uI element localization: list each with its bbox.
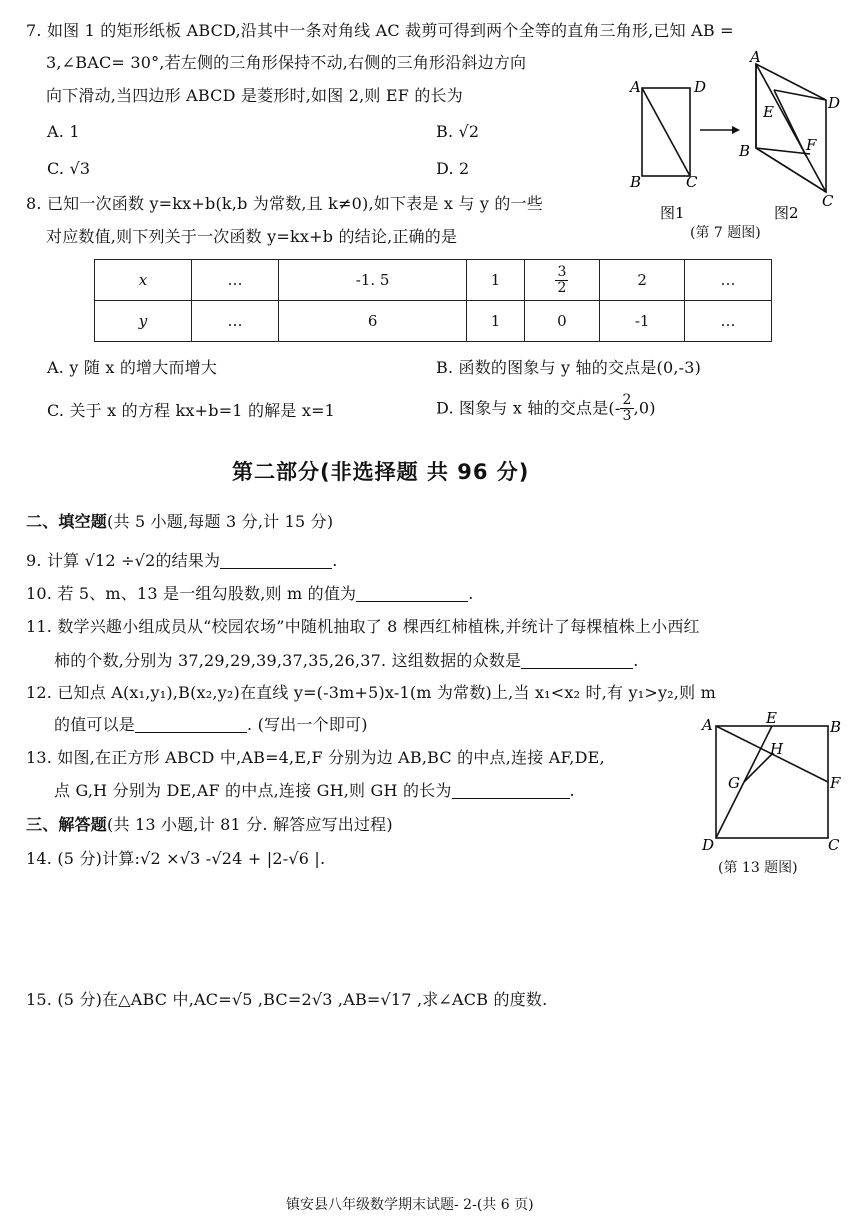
fig1-diagonal	[642, 88, 690, 176]
page-footer: 镇安县八年级数学期末试题- 2-(共 6 页)	[286, 1197, 534, 1213]
fig2-label-a: A	[750, 48, 761, 66]
q11-answer-blank[interactable]	[521, 652, 633, 669]
cell-y-label: y	[95, 301, 192, 342]
q13-answer-blank[interactable]	[452, 782, 570, 799]
fig2-label-c: C	[822, 192, 834, 210]
q14: 14. (5 分)计算:√2 ×√3 -√24 + |2-√6 |.	[26, 849, 326, 868]
table-row-y	[95, 301, 772, 342]
section2-heading: 二、填空题(共 5 小题,每题 3 分,计 15 分)	[26, 512, 334, 531]
q8-option-b[interactable]: B. 函数的图象与 y 轴的交点是(0,-3)	[436, 358, 702, 377]
q8-option-a[interactable]: A. y 随 x 的增大而增大	[47, 358, 218, 377]
q15: 15. (5 分)在△ABC 中,AC=√5 ,BC=2√3 ,AB=√17 ,求∠ACB 的度数.	[26, 990, 548, 1009]
q13-line1: 13. 如图,在正方形 ABCD 中,AB=4,E,F 分别为边 AB,BC 的中点,连接 AF,DE,	[26, 748, 605, 767]
fig2-label-f: F	[806, 136, 817, 154]
q7-figure	[620, 44, 850, 244]
q10: 10. 若 5、m、13 是一组勾股数,则 m 的值为 .	[26, 584, 474, 603]
q7-line2: 3,∠BAC= 30°,若左侧的三角形保持不动,右侧的三角形沿斜边方向	[46, 53, 527, 72]
q9: 9. 计算 √12 ÷√2的结果为 .	[26, 551, 338, 570]
fig2-ed	[774, 90, 826, 100]
cell: …	[685, 260, 772, 301]
fig1-label-c: C	[686, 173, 698, 191]
cell-x-label: x	[95, 260, 192, 301]
q8-option-d[interactable]: D. 图象与 x 轴的交点是(- $\frac{2}{3}$ ,0)	[436, 392, 656, 424]
fig13-label-c: C	[828, 836, 840, 854]
fig1-caption: 图1	[660, 204, 685, 222]
fig13-label-d: D	[702, 836, 715, 854]
q13-line2: 点 G,H 分别为 DE,AF 的中点,连接 GH,则 GH 的长为 .	[54, 781, 575, 800]
fig13-label-g: G	[728, 774, 740, 792]
fig2-ac	[756, 64, 826, 192]
q11-line1: 11. 数学兴趣小组成员从“校园农场”中随机抽取了 8 棵西红柿植株,并统计了每棵植株上小西红	[26, 617, 700, 636]
q12-line1: 12. 已知点 A(x₁,y₁),B(x₂,y₂)在直线 y=(-3m+5)x-1(m 为常数)上,当 x₁<x₂ 时,有 y₁>y₂,则 m	[26, 683, 716, 702]
cell-fraction: $\frac{3}{2}$	[524, 260, 600, 301]
cell: …	[192, 301, 279, 342]
fig1-label-d: D	[694, 78, 707, 96]
fig2-label-b: B	[739, 142, 751, 160]
fig13-label-b: B	[830, 718, 842, 736]
cell: 1	[467, 260, 524, 301]
fig2-bc	[756, 148, 826, 192]
q7-option-b[interactable]: B. √2	[436, 122, 480, 141]
cell: …	[685, 301, 772, 342]
fig13-label-f: F	[830, 774, 841, 792]
arrow-head	[732, 126, 740, 134]
cell: …	[192, 260, 279, 301]
q11-line2: 柿的个数,分别为 37,29,29,39,37,35,26,37. 这组数据的众数是 .	[54, 651, 639, 670]
q8-line2: 对应数值,则下列关于一次函数 y=kx+b 的结论,正确的是	[46, 227, 458, 246]
section3-heading: 三、解答题(共 13 小题,计 81 分. 解答应写出过程)	[26, 815, 393, 834]
fig2-caption: 图2	[774, 204, 799, 222]
q8-option-c[interactable]: C. 关于 x 的方程 kx+b=1 的解是 x=1	[47, 401, 336, 420]
table-row-x	[95, 260, 772, 301]
q8-value-table	[94, 259, 772, 342]
cell: -1. 5	[278, 260, 466, 301]
cell: 0	[524, 301, 600, 342]
fig1-label-a: A	[630, 78, 641, 96]
q9-answer-blank[interactable]	[220, 552, 332, 569]
q7-line3: 向下滑动,当四边形 ABCD 是菱形时,如图 2,则 EF 的长为	[46, 86, 463, 105]
q7-option-a[interactable]: A. 1	[47, 122, 80, 141]
q7-option-d[interactable]: D. 2	[436, 159, 470, 178]
fig1-label-b: B	[630, 173, 642, 191]
q13-figure	[696, 708, 846, 854]
fig2-label-e: E	[763, 103, 774, 121]
q12-answer-blank[interactable]	[135, 716, 247, 733]
q7-figure-caption: (第 7 题图)	[690, 225, 761, 241]
part2-title: 第二部分(非选择题 共 96 分)	[232, 460, 530, 484]
fig2-ef	[774, 90, 806, 156]
fig13-label-a: A	[702, 716, 713, 734]
q13-figure-caption: (第 13 题图)	[718, 860, 798, 876]
q10-answer-blank[interactable]	[356, 585, 468, 602]
q12-line2: 的值可以是 . (写出一个即可)	[54, 715, 368, 734]
q8-line1: 8. 已知一次函数 y=kx+b(k,b 为常数,且 k≠0),如下表是 x 与 y 的一些	[26, 194, 543, 213]
cell: 1	[467, 301, 524, 342]
fig2-label-d: D	[828, 94, 841, 112]
cell: 6	[278, 301, 466, 342]
cell: 2	[600, 260, 685, 301]
q7-option-c[interactable]: C. √3	[47, 159, 91, 178]
segment-gh	[744, 754, 772, 782]
cell: -1	[600, 301, 685, 342]
q7-line1: 7. 如图 1 的矩形纸板 ABCD,沿其中一条对角线 AC 裁剪可得到两个全等的直角三角形,已知 AB =	[26, 21, 734, 40]
fig13-label-h: H	[770, 740, 784, 758]
fig13-label-e: E	[766, 709, 777, 727]
